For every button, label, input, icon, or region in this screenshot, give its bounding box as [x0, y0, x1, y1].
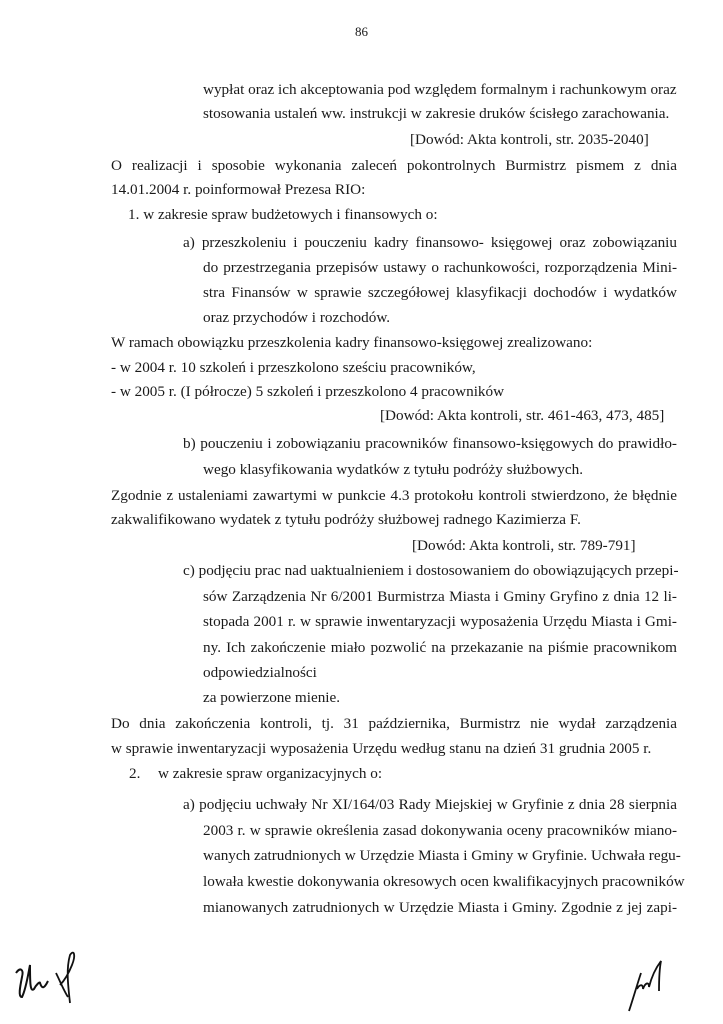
- text-line: O realizacji i sposobie wykonania zaleceń pokontrolnych Burmistrz pismem z dnia: [111, 157, 677, 174]
- list-item-a: a) przeszkoleniu i pouczeniu kadry finansowo- księgowej oraz zobowiązaniu: [183, 234, 677, 251]
- text-line: Do dnia zakończenia kontroli, tj. 31 października, Burmistrz nie wydał zarządzenia: [111, 715, 677, 732]
- text-line: stra Finansów w sprawie szczegółowej klasyfikacji dochodów i wydatków: [203, 284, 677, 301]
- text-line: oraz przychodów i rozchodów.: [203, 309, 391, 326]
- evidence-reference: [Dowód: Akta kontroli, str. 461-463, 473, 485]: [380, 407, 665, 424]
- page-number: 86: [355, 24, 368, 39]
- text-line: zakwalifikowano wydatek z tytułu podróży służbowej radnego Kazimierza F.: [111, 511, 581, 528]
- text-line: mianowanych zatrudnionych w Urzędzie Miasta i Gminy. Zgodnie z jej zapi-: [203, 899, 677, 916]
- text-line: ny. Ich zakończenie miało pozwolić na przekazanie na piśmie pracownikom: [203, 639, 677, 656]
- text-line: odpowiedzialności: [203, 664, 317, 681]
- list-item-a: a) podjęciu uchwały Nr XI/164/03 Rady Miejskiej w Gryfinie z dnia 28 sierpnia: [183, 796, 677, 813]
- text-line: wego klasyfikowania wydatków z tytułu podróży służbowych.: [203, 461, 584, 478]
- text-line: W ramach obowiązku przeszkolenia kadry finansowo-księgowej zrealizowano:: [111, 334, 593, 351]
- text-line: stosowania ustaleń ww. instrukcji w zakresie druków ścisłego zarachowania.: [203, 105, 670, 122]
- signature-right: [615, 955, 675, 1015]
- list-heading: 1. w zakresie spraw budżetowych i finansowych o:: [128, 206, 438, 223]
- text-line: sów Zarządzenia Nr 6/2001 Burmistrza Miasta i Gminy Gryfino z dnia 12 li-: [203, 588, 677, 605]
- signature-left: [10, 945, 80, 1015]
- list-heading: w zakresie spraw organizacyjnych o:: [158, 765, 383, 782]
- text-line: 2003 r. w sprawie określenia zasad dokonywania oceny pracowników miano-: [203, 822, 677, 839]
- evidence-reference: [Dowód: Akta kontroli, str. 789-791]: [412, 537, 636, 554]
- text-line: w sprawie inwentaryzacji wyposażenia Urzędu według stanu na dzień 31 grudnia 2005 r.: [111, 740, 652, 757]
- bullet-line: - w 2004 r. 10 szkoleń i przeszkolono sześciu pracowników,: [111, 359, 476, 376]
- list-item-c: c) podjęciu prac nad uaktualnieniem i dostosowaniem do obowiązujących przepi-: [183, 562, 679, 579]
- evidence-reference: [Dowód: Akta kontroli, str. 2035-2040]: [410, 131, 649, 148]
- text-line: wypłat oraz ich akceptowania pod względem formalnym i rachunkowym oraz: [203, 81, 677, 98]
- text-line: Zgodnie z ustaleniami zawartymi w punkcie 4.3 protokołu kontroli stwierdzono, że błędnie: [111, 487, 677, 504]
- text-line: wanych zatrudnionych w Urzędzie Miasta i Gminy w Gryfinie. Uchwała regu-: [203, 847, 681, 864]
- bullet-line: - w 2005 r. (I półrocze) 5 szkoleń i przeszkolono 4 pracowników: [111, 383, 505, 400]
- list-number: 2.: [129, 765, 141, 782]
- text-line: do przestrzegania przepisów ustawy o rachunkowości, rozporządzenia Mini-: [203, 259, 677, 276]
- list-item-b: b) pouczeniu i zobowiązaniu pracowników finansowo-księgowych do prawidło-: [183, 435, 677, 452]
- text-line: za powierzone mienie.: [203, 689, 341, 706]
- text-line: 14.01.2004 r. poinformował Prezesa RIO:: [111, 181, 366, 198]
- text-line: lowała kwestie dokonywania okresowych ocen kwalifikacyjnych pracowników: [203, 873, 685, 890]
- text-line: stopada 2001 r. w sprawie inwentaryzacji wyposażenia Urzędu Miasta i Gmi-: [203, 613, 677, 630]
